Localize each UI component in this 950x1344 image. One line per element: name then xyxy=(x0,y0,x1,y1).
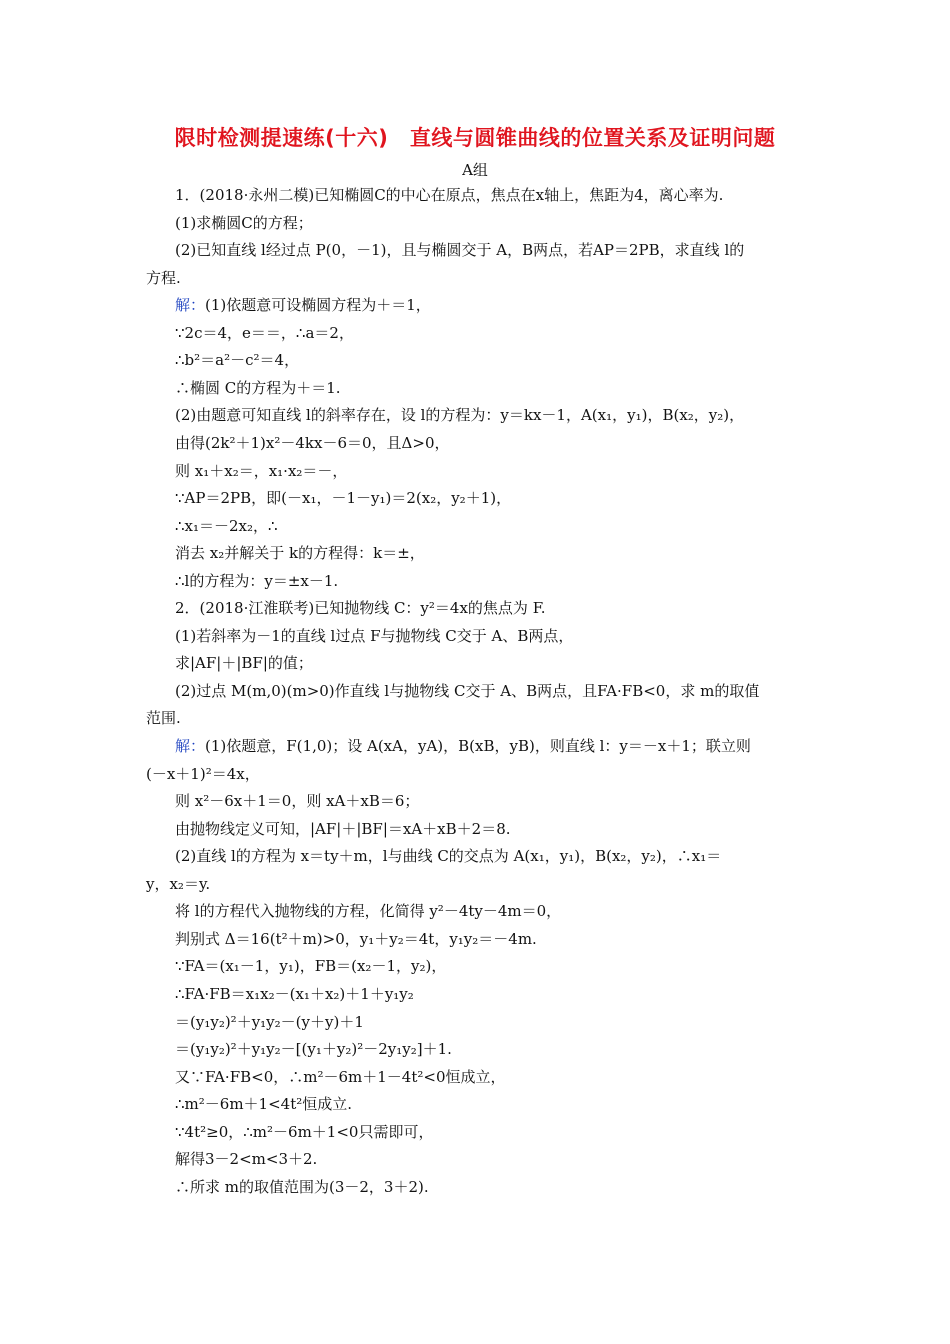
text-line xyxy=(175,846,721,866)
line-text: (2)过点 M(m,0)(m>0)作直线 l与抛物线 C交于 A、B两点，且FA·FB<0，求 m的取值 xyxy=(175,682,760,700)
line-text: ∴椭圆 C的方程为＋＝1. xyxy=(175,379,341,397)
text-line xyxy=(175,681,759,701)
text-line xyxy=(175,543,425,563)
line-text: 由得(2k²＋1)x²－4kx－6＝0，且Δ>0， xyxy=(175,434,450,452)
line-text: 由抛物线定义可知，|AF|＋|BF|＝xA＋xB＋2＝8. xyxy=(175,820,511,838)
text-line xyxy=(175,213,313,233)
line-text: 1．(2018·永州二模)已知椭圆C的中心在原点，焦点在x轴上，焦距为4，离心率为. xyxy=(175,186,724,204)
text-line xyxy=(175,598,546,618)
text-line xyxy=(146,708,181,728)
text-line xyxy=(175,791,419,811)
line-text: (2)已知直线 l经过点 P(0，－1)，且与椭圆交于 A，B两点，若AP＝2PB，求直线 l的 xyxy=(175,241,745,259)
text-line xyxy=(175,1067,506,1087)
line-text: ∵4t²≥0，∴m²－6m＋1<0只需即可， xyxy=(175,1123,434,1141)
line-text: ∵AP＝2PB，即(－x₁，－1－y₁)＝2(x₂，y₂＋1)， xyxy=(175,489,512,507)
text-line xyxy=(175,488,511,508)
text-line xyxy=(146,764,260,784)
line-text: 范围. xyxy=(146,709,181,727)
text-line xyxy=(175,240,744,260)
text-line xyxy=(175,1012,364,1032)
line-text: ∵2c＝4，e＝＝，∴a＝2， xyxy=(175,324,354,342)
text-line xyxy=(175,1122,433,1142)
line-text: 则 x₁＋x₂＝，x₁·x₂＝－， xyxy=(175,462,348,480)
line-text: (1)若斜率为－1的直线 l过点 F与抛物线 C交于 A、B两点， xyxy=(175,627,574,645)
solution-label: 解： xyxy=(175,296,206,314)
text-line xyxy=(175,1177,429,1197)
line-text: ＝(y₁y₂)²＋y₁y₂－[(y₁＋y₂)²－2y₁y₂]＋1. xyxy=(175,1040,452,1058)
line-text: 消去 x₂并解关于 k的方程得：k＝±， xyxy=(175,544,425,562)
line-text: y，x₂＝y. xyxy=(146,875,211,893)
text-line xyxy=(175,929,537,949)
text-line xyxy=(175,626,573,646)
solution-label: 解： xyxy=(175,737,206,755)
line-text: (2)由题意可知直线 l的斜率存在，设 l的方程为：y＝kx－1，A(x₁，y₁)，B(x₂，y₂)， xyxy=(175,406,745,424)
line-text: (－x＋1)²＝4x， xyxy=(146,765,260,783)
text-line xyxy=(175,323,354,343)
line-text: 2．(2018·江淮联考)已知抛物线 C：y²＝4x的焦点为 F. xyxy=(175,599,546,617)
line-text: ∴b²＝a²－c²＝4， xyxy=(175,351,300,369)
text-line xyxy=(175,1094,352,1114)
line-text: ∴l的方程为：y＝±x－1. xyxy=(175,572,339,590)
text-line xyxy=(175,185,723,205)
text-line xyxy=(175,295,431,315)
text-line xyxy=(175,378,341,398)
line-text: ∵FA＝(x₁－1，y₁)，FB＝(x₂－1，y₂)， xyxy=(175,957,447,975)
line-text: 又∵FA·FB<0，∴m²－6m＋1－4t²<0恒成立， xyxy=(175,1068,506,1086)
text-line xyxy=(175,516,278,536)
text-line xyxy=(175,571,338,591)
line-text: (1)求椭圆C的方程； xyxy=(175,214,313,232)
text-line xyxy=(146,874,210,894)
text-line xyxy=(175,956,446,976)
text-line xyxy=(175,405,744,425)
text-line xyxy=(175,1149,317,1169)
line-text: 解得3－2<m<3＋2. xyxy=(175,1150,318,1168)
line-text: 将 l的方程代入抛物线的方程，化简得 y²－4ty－4m＝0， xyxy=(175,902,562,920)
text-line xyxy=(175,1039,452,1059)
line-text: (1)依题意可设椭圆方程为＋＝1， xyxy=(205,296,431,314)
line-text: 求|AF|＋|BF|的值； xyxy=(175,654,313,672)
line-text: ＝(y₁y₂)²＋y₁y₂－(y＋y)＋1 xyxy=(175,1013,364,1031)
page-title: 限时检测提速练(十六) 直线与圆锥曲线的位置关系及证明问题 xyxy=(174,126,776,150)
text-line xyxy=(175,461,347,481)
line-text: 判别式 Δ＝16(t²＋m)>0，y₁＋y₂＝4t，y₁y₂＝－4m. xyxy=(175,930,537,948)
line-text: ∴所求 m的取值范围为(3－2，3＋2). xyxy=(175,1178,429,1196)
line-text: 则 x²－6x＋1＝0，则 xA＋xB＝6； xyxy=(175,792,420,810)
line-text: ∴FA·FB＝x₁x₂－(x₁＋x₂)＋1＋y₁y₂ xyxy=(175,985,414,1003)
text-line xyxy=(175,819,511,839)
text-line xyxy=(175,901,561,921)
group-heading: A组 xyxy=(462,161,488,179)
text-line xyxy=(175,984,414,1004)
text-line xyxy=(175,433,450,453)
line-text: 方程. xyxy=(146,269,181,287)
line-text: ∴m²－6m＋1<4t²恒成立. xyxy=(175,1095,353,1113)
line-text: (2)直线 l的方程为 x＝ty＋m，l与曲线 C的交点为 A(x₁，y₁)，B(x₂，y₂)，∴x₁＝ xyxy=(175,847,722,865)
line-text: (1)依题意，F(1,0)；设 A(xA，yA)，B(xB，yB)，则直线 l：y＝－x＋1；联立则 xyxy=(205,737,751,755)
line-text: ∴x₁＝－2x₂，∴ xyxy=(175,517,278,535)
text-line xyxy=(175,736,751,756)
text-line xyxy=(175,350,299,370)
text-line xyxy=(175,653,313,673)
text-line xyxy=(146,268,181,288)
